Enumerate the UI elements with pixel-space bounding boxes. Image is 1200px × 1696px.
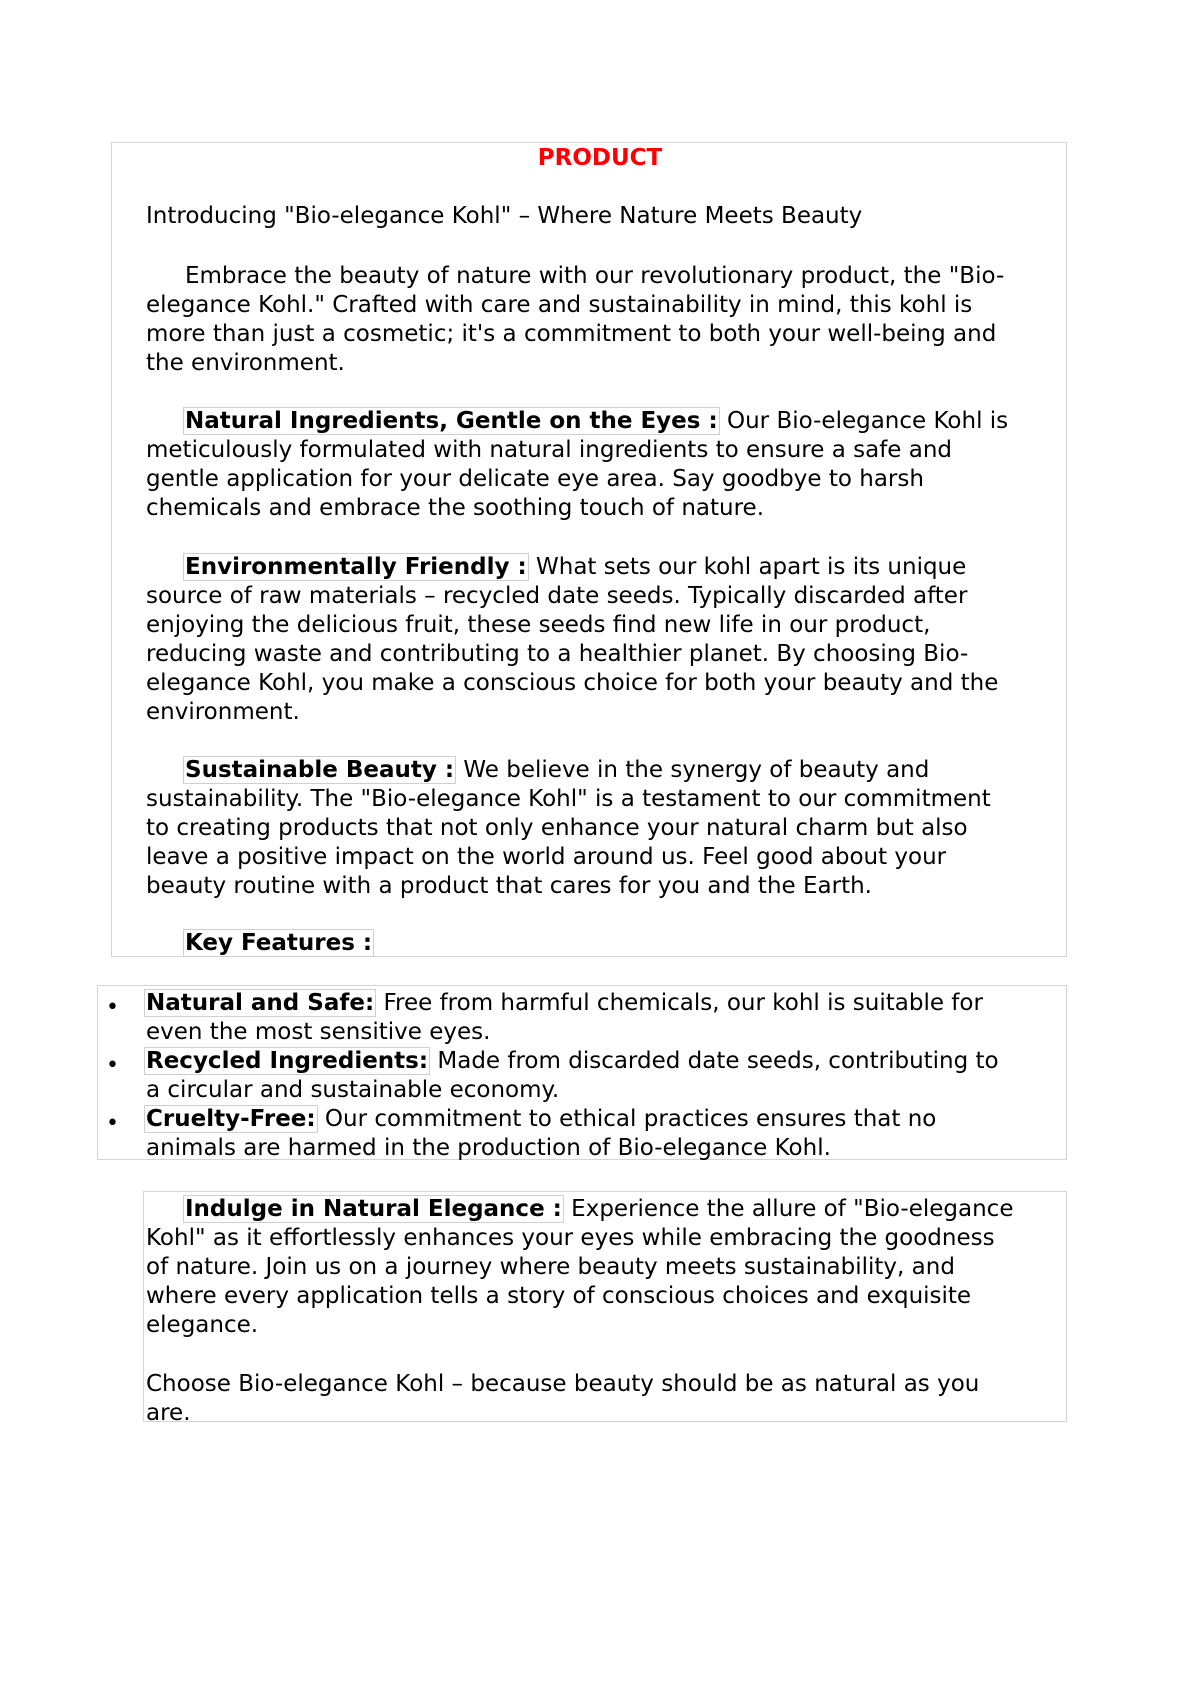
key-features-heading [185, 929, 374, 958]
paragraph-line: elegance. [146, 1312, 259, 1338]
page-heading: PRODUCT [537, 145, 663, 171]
indulge-paragraph [146, 1195, 1013, 1340]
closing-line: are. [146, 1400, 191, 1426]
list-item [146, 1105, 936, 1163]
list-item [146, 989, 983, 1047]
natural-ingredients-label: Natural Ingredients, Gentle on the Eyes : [185, 408, 718, 434]
indulge-label: Indulge in Natural Elegance : [185, 1196, 562, 1222]
feature-text-continued: a circular and sustainable economy. [146, 1077, 560, 1103]
environmentally-friendly-text: What sets our kohl apart is its unique [528, 554, 967, 580]
bullet-marker: • [106, 1053, 119, 1078]
paragraph-line: elegance Kohl, you make a conscious choice for both your beauty and the [146, 670, 999, 696]
paragraph-line: meticulously formulated with natural ingredients to ensure a safe and [146, 437, 953, 463]
paragraph-line: reducing waste and contributing to a healthier planet. By choosing Bio- [146, 641, 969, 667]
paragraph-line: chemicals and embrace the soothing touch of nature. [146, 495, 765, 521]
intro-line: Introducing "Bio-elegance Kohl" – Where Nature Meets Beauty [146, 203, 863, 229]
bullet-marker: • [106, 995, 119, 1020]
paragraph-line: environment. [146, 699, 300, 725]
feature-text: Made from discarded date seeds, contributing to [430, 1048, 999, 1074]
paragraph-line: of nature. Join us on a journey where beauty meets sustainability, and [146, 1254, 955, 1280]
embrace-line: more than just a cosmetic; it's a commitment to both your well-being and [146, 321, 997, 347]
list-item [146, 1047, 999, 1105]
feature-text-continued: even the most sensitive eyes. [146, 1019, 491, 1045]
paragraph-line: source of raw materials – recycled date seeds. Typically discarded after [146, 583, 968, 609]
paragraph-line: Kohl" as it effortlessly enhances your eyes while embracing the goodness [146, 1225, 995, 1251]
feature-label: Natural and Safe: [146, 990, 375, 1016]
paragraph-line: beauty routine with a product that cares for you and the Earth. [146, 873, 872, 899]
closing-line: Choose Bio-elegance Kohl – because beauty should be as natural as you [146, 1371, 980, 1397]
sustainable-beauty-paragraph [146, 756, 991, 901]
closing-paragraph [146, 1370, 979, 1428]
feature-text: Free from harmful chemicals, our kohl is suitable for [376, 990, 983, 1016]
paragraph-line: where every application tells a story of conscious choices and exquisite [146, 1283, 972, 1309]
embrace-paragraph [146, 262, 1004, 378]
natural-ingredients-text: Our Bio-elegance Kohl is [719, 408, 1009, 434]
paragraph-line: to creating products that not only enhance your natural charm but also [146, 815, 968, 841]
feature-text-continued: animals are harmed in the production of Bio-elegance Kohl. [146, 1135, 831, 1161]
feature-label: Recycled Ingredients: [146, 1048, 429, 1074]
sustainable-beauty-label: Sustainable Beauty : [185, 757, 455, 783]
feature-text: Our commitment to ethical practices ensures that no [317, 1106, 937, 1132]
paragraph-line: sustainability. The "Bio-elegance Kohl" is a testament to our commitment [146, 786, 991, 812]
embrace-line: Embrace the beauty of nature with our revolutionary product, the "Bio- [185, 263, 1005, 289]
environmentally-friendly-label: Environmentally Friendly : [185, 554, 527, 580]
feature-label: Cruelty-Free: [146, 1106, 316, 1132]
environmentally-friendly-paragraph [146, 553, 998, 727]
embrace-line: elegance Kohl." Crafted with care and sustainability in mind, this kohl is [146, 292, 973, 318]
sustainable-beauty-text: We believe in the synergy of beauty and [456, 757, 930, 783]
key-features-label: Key Features : [185, 930, 373, 956]
embrace-line: the environment. [146, 350, 345, 376]
bullet-marker: • [106, 1111, 119, 1136]
paragraph-line: leave a positive impact on the world around us. Feel good about your [146, 844, 947, 870]
natural-ingredients-paragraph [146, 407, 1008, 523]
indulge-text: Experience the allure of "Bio-elegance [563, 1196, 1014, 1222]
paragraph-line: gentle application for your delicate eye area. Say goodbye to harsh [146, 466, 924, 492]
paragraph-line: enjoying the delicious fruit, these seeds find new life in our product, [146, 612, 931, 638]
